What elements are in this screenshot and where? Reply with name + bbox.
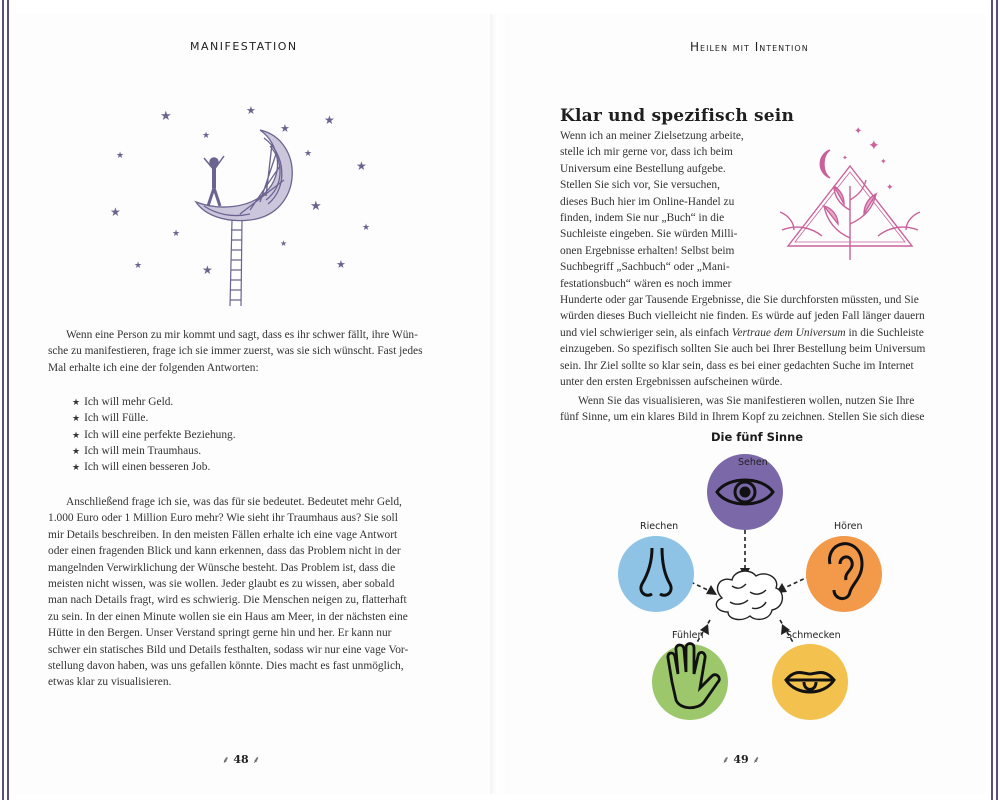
right-narrow-paragraph: Wenn ich an meiner Zielsetzung arbeite, stelle ich mir gerne vor, dass ich beim Universum eine Bestellung aufgebe. Stellen Sie sich vor, Sie versuchen, dieses Buch hier im Online-Handel zu finden, indem Sie nur „Buch“ in die Suchleiste eingeben. Sie würden Milli- onen Ergebnisse erhalten! Selbst beim Suchbegriff „Sachbuch“ oder „Mani- festationsbuch“ wären es noch immer [560,130,744,290]
left-page-number: ⸙ 48 ⸙ [222,753,260,766]
person-figure-icon [204,156,224,206]
book-spine [490,14,508,794]
emphasized-phrase: Vertraue dem Universum [731,326,846,339]
list-item: ★ Ich will eine perfekte Beziehung. [72,428,236,441]
crescent-moon-icon [196,130,292,221]
sparkle-icon: ✦ [868,139,880,154]
sparkle-icon: ✦ [854,126,863,137]
five-senses-diagram [600,452,900,728]
star-icon: ★ [134,260,143,270]
star-icon: ★ [336,259,346,271]
right-second-paragraph: Wenn Sie das visualisieren, was Sie manifestieren wollen, nutzen Sie Ihre fünf Sinne, um ein klares Bild in Ihrem Kopf zu zeichnen. Stellen Sie sich diese [560,395,925,424]
sparkle-icon: ✦ [842,154,848,162]
ornament-icon: ⸙ [722,755,730,766]
star-icon: ★ [160,108,172,123]
ornament-icon: ⸙ [222,755,230,766]
list-item: ★ Ich will mehr Geld. [72,396,174,408]
right-page-number: ⸙ 49 ⸙ [722,753,760,766]
star-icon: ★ [172,228,181,238]
triangle-emblem-illustration [772,120,928,268]
moon-ladder-illustration [100,96,390,310]
sparkle-icon: ✦ [880,157,887,166]
star-icon: ★ [202,263,213,277]
star-icon: ★ [280,123,290,135]
sparkle-icons [842,126,894,192]
left-running-header: MANIFESTATION [190,40,298,53]
star-icon: ★ [356,159,367,173]
ornament-icon: ⸙ [752,755,760,766]
star-bullet-icon: ★ [72,462,81,473]
hoeren-circle [806,536,882,612]
star-icon: ★ [116,150,125,160]
riechen-label: Riechen [640,521,679,532]
list-item: ★ Ich will Fülle. [72,412,149,425]
right-border [988,0,1000,800]
star-bullet-icon: ★ [72,413,81,424]
section-title: Klar und spezifisch sein [560,106,795,126]
fuehlen-label: Fühlen [672,630,704,641]
star-icon: ★ [362,222,371,232]
list-item: ★ Ich will einen besseren Job. [72,461,211,474]
star-icon: ★ [202,130,211,140]
crescent-icon [820,150,830,178]
star-bullet-icon: ★ [72,445,81,456]
sparkle-icon: ✦ [886,182,894,192]
star-bullet-icon: ★ [72,397,81,407]
ornament-icon: ⸙ [252,755,260,766]
ladder-icon [230,220,242,306]
schmecken-label: Schmecken [786,630,841,641]
left-intro-paragraph: Wenn eine Person zu mir kommt und sagt, dass es ihr schwer fällt, ihre Wün- sche zu manifestieren, frage ich sie immer zuerst, was sie sich wünscht. Fast jedes Mal erhalte ich eine der folgenden Antworten: [48,329,423,374]
riechen-circle [618,536,694,612]
star-icon: ★ [246,105,256,117]
star-bullet-icon: ★ [72,429,81,440]
right-wide-paragraph: Hunderte oder gar Tausende Ergebnisse, die Sie durchforsten müssten, und Sie würden dieses Buch vielleicht nie finden. Es würde auf jeden Fall länger dauern und viel schwieriger sein, als einfach Vertraue dem Universum in die Suchleiste einzugeben. So spezifisch sollten Sie auch bei Ihrer Bestellung beim Universum sein. Ihr Ziel sollte so klar sein, dass es bei einer gedachten Suche im Internet unter den ersten Ergebnissen aufscheinen würde. [560,294,926,389]
left-second-paragraph: Anschließend frage ich sie, was das für sie bedeutet. Bedeutet mehr Geld, 1.000 Euro oder 1 Million Euro mehr? Wie sieht ihr Traumhaus aus? Sie soll mir Details beschreiben. In den meisten Fällen erhalte ich eine vage Antwort oder einen fragenden Blick und kann erkennen, dass das Problem nicht in der mangelnden Verwirklichung der Wünsche besteht. Das Problem ist, dass die meisten nicht wissen, was sie wollen. Jeder glaubt es zu wissen, aber sobald man nach Details fragt, wird es schwierig. Die Menschen neigen zu, flatterhaft zu sein. In der einen Minute wollen sie ein Haus am Meer, in der nächsten eine Hütte in den Bergen. Unser Verstand springt gerne hin und her. Er kann nur schwer ein statisches Bild und Details festhalten, sodass wir nur eine vage Vor- stellung davon haben, was uns gefallen könnte. Dies macht es fast unmöglich, etwas klar zu visualisieren. [48,496,409,689]
right-running-header: Heilen mit Intention [690,40,809,54]
brain-icon [716,571,782,619]
answer-list [72,394,236,475]
star-icon: ★ [280,239,288,248]
star-icon: ★ [310,198,322,213]
figure-title: Die fünf Sinne [711,430,804,444]
star-icon: ★ [304,148,313,158]
schmecken-circle [772,644,848,720]
sehen-label: Sehen [738,457,768,468]
star-icon: ★ [110,205,121,219]
left-border [0,0,12,800]
list-item: ★ Ich will mein Traumhaus. [72,444,202,457]
star-icon: ★ [324,113,335,127]
star-icons [110,105,370,277]
hoeren-label: Hören [834,521,863,532]
